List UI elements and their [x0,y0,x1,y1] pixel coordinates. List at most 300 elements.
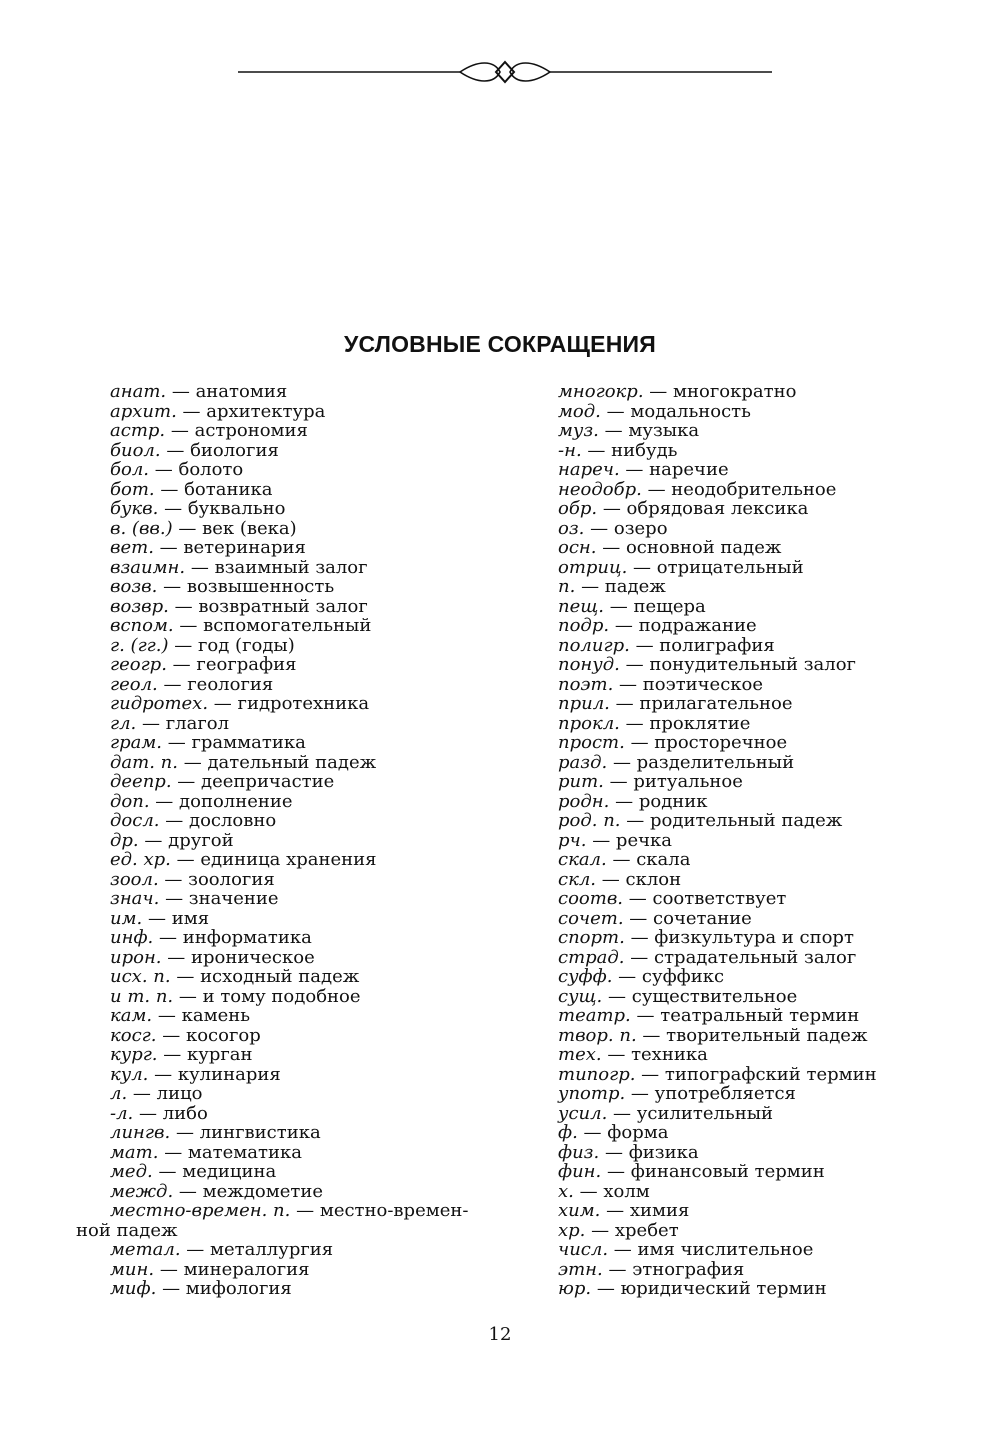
abbreviation-entry [110,577,500,597]
separator-dash: — [159,927,177,948]
abbreviation-meaning: неодобрительное [671,478,837,500]
abbreviation-entry [110,1084,500,1104]
abbreviation-meaning: ветеринария [183,537,306,558]
abbreviation-meaning: вспомогательный [203,615,372,636]
abbreviation-meaning: соответствует [652,888,787,909]
separator-dash: — [175,1122,194,1143]
abbreviation-meaning: страдательный залог [654,946,857,968]
abbreviation-meaning: имя числительное [637,1239,814,1260]
abbreviation-term: -л. [110,1102,134,1124]
abbreviation-term: скал. [558,849,607,870]
separator-dash: — [601,868,620,890]
abbreviation-entry [110,928,500,948]
separator-dash: — [636,1005,655,1026]
separator-dash: — [607,1161,625,1182]
abbreviation-term: лингв. [110,1122,171,1143]
abbreviation-term: страд. [558,946,625,968]
abbreviation-entry [558,792,958,812]
abbreviation-term: доп. [110,790,150,812]
abbreviation-term: др. [110,829,139,851]
abbreviation-meaning: физкультура и спорт [654,927,854,948]
abbreviation-entry [558,382,958,402]
abbreviation-meaning: география [196,654,297,675]
abbreviation-meaning: мифология [185,1278,292,1299]
abbreviation-meaning: усилительный [636,1102,774,1124]
separator-dash: — [158,1161,177,1182]
abbreviation-term: суфф. [558,966,613,987]
abbreviation-entry [110,480,500,500]
abbreviation-entry [558,636,958,656]
abbreviation-term: нареч. [558,459,620,480]
abbreviation-entry [110,636,500,656]
separator-dash: — [166,439,185,461]
abbreviation-entry [558,655,958,675]
abbreviation-entry [110,987,500,1007]
abbreviation-term: исх. п. [110,966,171,987]
abbreviation-term: поэт. [558,673,614,695]
abbreviation-meaning: суффикс [641,966,725,987]
abbreviation-entry [110,753,500,773]
abbreviation-term: анат. [110,381,167,402]
separator-dash: — [608,1258,627,1280]
abbreviation-term: геол. [110,673,158,695]
separator-dash: — [606,1200,625,1221]
abbreviation-meaning: гидротехника [237,693,370,714]
abbreviation-meaning: хребет [614,1219,679,1241]
abbreviation-entry [558,538,958,558]
abbreviation-entry [110,519,500,539]
abbreviation-entry [558,1240,958,1260]
separator-dash: — [172,654,191,675]
separator-dash: — [186,1239,205,1260]
abbreviation-entry [110,811,500,831]
abbreviation-meaning: обрядовая лексика [626,498,809,519]
abbreviation-term: усил. [558,1102,608,1124]
abbreviation-term: род. п. [558,810,621,831]
abbreviation-entry [558,870,958,890]
abbreviation-meaning: химия [629,1200,690,1221]
abbreviation-meaning: техника [631,1044,708,1065]
abbreviation-term: мод. [558,400,601,422]
abbreviation-term: кул. [110,1063,149,1085]
abbreviation-meaning: возвышенность [186,576,335,597]
abbreviation-entry [110,948,500,968]
abbreviation-meaning: падеж [604,576,666,597]
abbreviation-term: разд. [558,751,608,773]
abbreviation-term: возв. [110,576,158,597]
abbreviation-entry [558,441,958,461]
abbreviation-term: ирон. [110,946,162,968]
abbreviation-term: и т. п. [110,985,174,1007]
abbreviation-meaning: век (века) [202,517,297,539]
abbreviation-term: гидротех. [110,693,209,714]
abbreviation-entry [558,1162,958,1182]
abbreviation-meaning: разделительный [636,751,795,773]
abbreviation-meaning: пещера [633,595,706,617]
abbreviation-meaning: дословно [188,810,277,831]
separator-dash: — [618,966,637,987]
abbreviation-term: инф. [110,927,154,948]
abbreviation-entry [558,421,958,441]
abbreviation-meaning: родительный падеж [650,810,843,831]
abbreviation-entry [110,382,500,402]
separator-dash: — [604,420,623,441]
separator-dash: — [183,751,202,773]
abbreviation-term: типогр. [558,1063,636,1085]
abbreviation-meaning: употребляется [654,1083,796,1104]
abbreviation-entry [110,1143,500,1163]
abbreviation-entry [110,1045,500,1065]
abbreviation-entry [558,1201,958,1221]
abbreviation-term: пещ. [558,595,604,617]
abbreviation-term: деепр. [110,771,172,792]
abbreviation-entry [558,1065,958,1085]
separator-dash: — [649,381,668,402]
abbreviation-meaning: форма [607,1122,669,1143]
abbreviation-term: рч. [558,829,587,851]
separator-dash: — [630,946,649,968]
separator-dash: — [608,985,626,1007]
separator-dash: — [630,732,649,753]
separator-dash: — [629,907,648,929]
abbreviation-meaning: многократно [673,381,797,402]
abbreviation-term: астр. [110,420,166,441]
separator-dash: — [587,439,606,461]
abbreviation-meaning: финансовый термин [630,1161,825,1182]
separator-dash: — [635,634,654,656]
abbreviation-entry [110,499,500,519]
abbreviation-entry [110,655,500,675]
abbreviation-meaning: театральный термин [660,1005,860,1026]
abbreviation-entry [558,753,958,773]
abbreviation-meaning: биология [190,439,279,461]
abbreviation-term: п. [558,576,576,597]
abbreviation-term: ед. хр. [110,849,171,870]
abbreviation-term: этн. [558,1258,603,1280]
abbreviation-term: скл. [558,868,597,890]
abbreviation-entry [110,675,500,695]
abbreviation-meaning: лингвистика [199,1122,321,1143]
abbreviation-term: возвр. [110,595,169,617]
separator-dash: — [160,478,179,500]
abbreviation-entry [110,870,500,890]
separator-dash: — [155,790,174,812]
separator-dash: — [174,595,193,617]
abbreviation-meaning: просторечное [654,732,788,753]
abbreviation-entry [110,889,500,909]
separator-dash: — [162,1024,181,1046]
abbreviation-term: геогр. [110,654,167,675]
abbreviation-entry [558,1026,958,1046]
abbreviation-entry [110,1123,500,1143]
abbreviation-entry [558,460,958,480]
abbreviation-entry [110,1026,500,1046]
separator-dash: — [154,459,173,480]
separator-dash: — [162,1278,181,1299]
abbreviation-term: л. [110,1083,128,1104]
abbreviation-term: зоол. [110,868,159,890]
abbreviation-meaning: речка [615,829,672,851]
abbreviations-left-column [76,381,500,1299]
abbreviation-meaning: минералогия [183,1258,310,1280]
abbreviation-term: гл. [110,712,137,734]
abbreviation-term: многокр. [558,381,644,402]
abbreviation-meaning: курган [187,1044,253,1065]
abbreviation-entry [110,967,500,987]
abbreviation-entry [558,1182,958,1202]
abbreviation-entry [110,694,500,714]
abbreviation-entry [110,909,500,929]
separator-dash: — [606,400,625,422]
abbreviation-term: знач. [110,888,160,909]
abbreviation-term: грам. [110,732,162,753]
abbreviation-entry [110,1182,500,1202]
separator-dash: — [581,576,600,597]
page-number: 12 [488,1324,512,1345]
abbreviation-entry [110,558,500,578]
abbreviation-entry [558,480,958,500]
abbreviation-meaning: модальность [630,400,751,422]
abbreviation-entry [558,1006,958,1026]
abbreviation-term: полигр. [558,634,630,656]
separator-dash: — [633,556,652,578]
abbreviation-entry [110,1240,500,1260]
abbreviation-meaning: кулинария [177,1063,281,1085]
separator-dash: — [132,1083,151,1104]
separator-dash: — [154,1063,173,1085]
abbreviation-term: миф. [110,1278,157,1299]
separator-dash: — [176,966,195,987]
abbreviation-meaning: зоология [188,868,275,890]
abbreviation-term: театр. [558,1005,631,1026]
separator-dash: — [157,1005,176,1026]
abbreviation-entry [558,675,958,695]
abbreviation-meaning: ироническое [191,946,315,968]
abbreviation-meaning: математика [187,1141,302,1163]
abbreviation-entry [558,616,958,636]
separator-dash: — [164,498,183,519]
abbreviation-meaning: физика [628,1141,699,1163]
abbreviation-term: спорт. [558,927,625,948]
abbreviation-meaning: холм [603,1180,650,1202]
abbreviation-entry [110,714,500,734]
abbreviation-meaning: болото [178,459,244,480]
separator-dash: — [613,1239,632,1260]
abbreviation-term: прил. [558,693,610,714]
abbreviation-term: дат. п. [110,751,178,773]
abbreviation-term: архит. [110,400,177,422]
abbreviation-term: юр. [558,1278,592,1299]
abbreviation-term: бол. [110,459,150,480]
separator-dash: — [139,1102,157,1124]
separator-dash: — [615,693,634,714]
separator-dash: — [625,654,644,675]
abbreviation-meaning: медицина [182,1161,277,1182]
separator-dash: — [614,615,633,636]
abbreviation-meaning: этнография [632,1258,745,1280]
separator-dash: — [602,498,621,519]
abbreviation-meaning: понудительный залог [649,654,856,675]
abbreviation-meaning: основной падеж [625,537,782,558]
abbreviation-entry [558,597,958,617]
abbreviation-entry [110,1006,500,1026]
abbreviation-meaning: лицо [156,1083,203,1104]
abbreviation-term: местно-времен. п. [110,1200,291,1221]
abbreviation-meaning: дополнение [179,790,293,812]
abbreviation-term: кам. [110,1005,153,1026]
separator-dash: — [142,712,161,734]
abbreviation-entry [110,421,500,441]
abbreviation-meaning-continuation: ной падеж [76,1219,178,1241]
abbreviation-meaning: типографский термин [664,1063,877,1085]
separator-dash: — [147,907,166,929]
abbreviation-term: тех. [558,1044,602,1065]
abbreviation-term: прост. [558,732,625,753]
abbreviation-meaning: металлургия [210,1239,334,1260]
separator-dash: — [607,1044,626,1065]
abbreviation-meaning: полиграфия [659,634,775,656]
abbreviation-meaning: буквально [187,498,286,519]
abbreviation-entry [558,577,958,597]
abbreviation-meaning: дательный падеж [207,751,377,773]
abbreviation-entry [558,948,958,968]
abbreviation-meaning: творительный падеж [666,1024,868,1046]
abbreviation-meaning: прилагательное [639,693,793,714]
separator-dash: — [159,537,178,558]
abbreviation-term: хр. [558,1219,586,1241]
separator-dash: — [615,790,634,812]
separator-dash: — [612,849,631,870]
abbreviation-meaning: и тому подобное [202,985,361,1007]
abbreviation-term: букв. [110,498,159,519]
abbreviation-entry [558,1279,958,1299]
separator-dash: — [178,517,197,539]
abbreviation-term: х. [558,1180,574,1202]
abbreviation-entry [558,714,958,734]
separator-dash: — [592,829,611,851]
abbreviation-meaning: местно-времен- [319,1200,469,1221]
abbreviation-meaning: анатомия [195,381,288,402]
abbreviation-entry [110,850,500,870]
page-title: УСЛОВНЫЕ СОКРАЩЕНИЯ [344,331,656,357]
abbreviation-term: оз. [558,517,585,539]
abbreviation-entry [558,519,958,539]
separator-dash: — [159,1258,178,1280]
abbreviation-term: межд. [110,1180,174,1202]
abbreviation-meaning: ритуальное [633,771,743,792]
abbreviation-meaning: ботаника [184,478,273,500]
separator-dash: — [171,381,190,402]
separator-dash: — [163,576,182,597]
abbreviation-entry [558,558,958,578]
separator-dash: — [164,868,183,890]
abbreviation-term: сочет. [558,907,624,929]
abbreviation-meaning: год (годы) [197,634,295,656]
separator-dash: — [590,517,609,539]
abbreviation-term: отриц. [558,556,628,578]
abbreviation-meaning: косогор [185,1024,261,1046]
separator-dash: — [579,1180,598,1202]
abbreviation-entry [558,1123,958,1143]
abbreviation-term: подр. [558,615,610,636]
abbreviation-meaning: камень [181,1005,251,1026]
abbreviation-term: прокл. [558,712,620,734]
separator-dash: — [647,478,666,500]
abbreviation-term: в. (вв.) [110,517,173,539]
abbreviation-term: хим. [558,1200,601,1221]
abbreviation-entry [110,1279,500,1299]
abbreviation-term: числ. [558,1239,609,1260]
abbreviation-entry [558,811,958,831]
separator-dash: — [170,420,189,441]
abbreviation-meaning: нибудь [611,439,678,461]
separator-dash: — [641,1063,660,1085]
abbreviation-meaning: междометие [202,1180,324,1202]
separator-dash: — [583,1122,602,1143]
abbreviation-entry [76,1200,500,1241]
abbreviation-meaning: геология [187,673,274,695]
separator-dash: — [163,1044,182,1065]
abbreviation-term: понуд. [558,654,620,675]
abbreviation-term: употр. [558,1083,626,1104]
abbreviation-entry [558,1260,958,1280]
abbreviation-entry [110,616,500,636]
abbreviation-meaning: глагол [165,712,230,734]
abbreviation-term: обр. [558,498,598,519]
abbreviation-entry [110,441,500,461]
separator-dash: — [182,400,201,422]
abbreviation-term: физ. [558,1141,600,1163]
separator-dash: — [176,849,195,870]
abbreviation-term: твор. п. [558,1024,637,1046]
abbreviation-term: сущ. [558,985,603,1007]
separator-dash: — [630,927,649,948]
separator-dash: — [163,673,182,695]
abbreviation-entry [110,733,500,753]
abbreviation-entry [110,792,500,812]
abbreviation-term: метал. [110,1239,181,1260]
abbreviation-term: ф. [558,1122,578,1143]
abbreviation-meaning: возвратный залог [198,595,368,617]
abbreviation-entry [558,694,958,714]
abbreviation-term: неодобр. [558,478,642,500]
separator-dash: — [619,673,638,695]
abbreviation-meaning: деепричастие [201,771,335,792]
separator-dash: — [604,1141,623,1163]
abbreviation-meaning: астрономия [194,420,308,441]
separator-dash: — [178,1180,197,1202]
separator-dash: — [628,888,647,909]
decorative-rule-diamond-icon [238,56,772,88]
abbreviation-entry [110,1104,500,1124]
abbreviation-entry [558,772,958,792]
abbreviation-meaning: архитектура [206,400,326,422]
separator-dash: — [296,1200,315,1221]
abbreviation-meaning: озеро [613,517,668,539]
abbreviation-term: вспом. [110,615,174,636]
abbreviation-term: муз. [558,420,599,441]
abbreviation-term: рит. [558,771,604,792]
abbreviation-entry [110,538,500,558]
separator-dash: — [626,810,645,831]
abbreviation-term: осн. [558,537,597,558]
abbreviation-meaning: имя [171,907,210,929]
abbreviation-meaning: юридический термин [620,1278,827,1299]
separator-dash: — [165,810,184,831]
separator-dash: — [609,595,628,617]
separator-dash: — [190,556,209,578]
separator-dash: — [612,751,631,773]
